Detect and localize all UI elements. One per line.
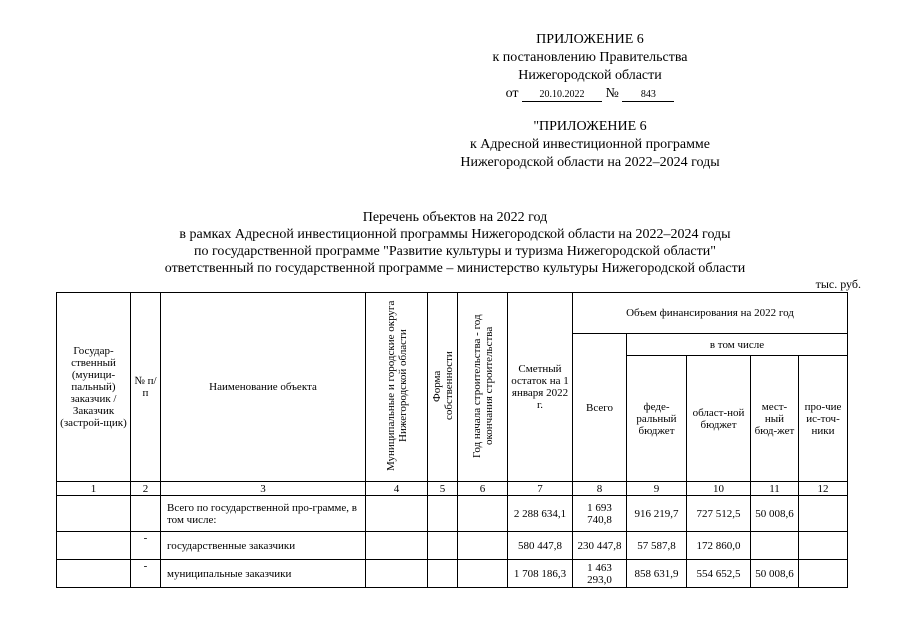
index-row [57,482,848,496]
index-cell: 9 [627,482,687,496]
annex-line2: к постановлению Правительства [492,50,688,65]
table-row [57,532,848,560]
title-line3: по государственной программе "Развитие культуры и туризма Нижегородской области" [194,244,716,259]
header-local: мест-ный бюд-жет [751,356,799,482]
cell-total: 1 693 740,8 [573,496,627,532]
cell-estimate: 2 288 634,1 [508,496,573,532]
number-value: 843 [622,89,674,102]
index-cell: 5 [428,482,458,496]
cell-years [458,532,508,560]
header-districts [366,293,428,482]
cell-federal: 916 219,7 [627,496,687,532]
header-districts-text: Муниципальные и городские округа Нижегородской области [384,300,409,471]
cell-years [458,560,508,588]
cell-num: - [131,560,161,588]
header-estimate: Сметный остаток на 1 января 2022 г. [508,293,573,482]
cell-total: 230 447,8 [573,532,627,560]
cell-regional: 727 512,5 [687,496,751,532]
table-row [57,496,848,532]
table-row [57,560,848,588]
header-customer: Государ-ственный (муници-пальный) заказчик / Заказчик (застрой-щик) [57,293,131,482]
annex-line3: Нижегородской области [518,68,662,83]
header-other: про-чие ис-точ-ники [799,356,848,482]
index-cell: 2 [131,482,161,496]
index-cell: 1 [57,482,131,496]
objects-table [56,292,848,588]
cell-regional: 172 860,0 [687,532,751,560]
cell-other [799,560,848,588]
title-line2: в рамках Адресной инвестиционной программы Нижегородской области на 2022–2024 годы [179,227,731,242]
cell-customer [57,496,131,532]
index-cell: 8 [573,482,627,496]
date-value: 20.10.2022 [522,89,602,102]
index-cell: 10 [687,482,751,496]
cell-federal: 858 631,9 [627,560,687,588]
date-number-line [440,85,740,103]
cell-total: 1 463 293,0 [573,560,627,588]
header-total: Всего [573,334,627,482]
annex2-line2: к Адресной инвестиционной программе [469,137,711,152]
header-incl: в том числе [627,334,848,356]
cell-district [366,532,428,560]
cell-local: 50 008,6 [751,496,799,532]
cell-district [366,560,428,588]
annex-title: ПРИЛОЖЕНИЕ 6 [536,32,644,47]
header-num: № п/п [131,293,161,482]
cell-other [799,496,848,532]
header-years [458,293,508,482]
cell-estimate: 1 708 186,3 [508,560,573,588]
header-ownership-text: Форма собственности [430,351,455,420]
title-line4: ответственный по государственной программе – министерство культуры Нижегородской области [164,261,746,276]
index-cell: 6 [458,482,508,496]
index-cell: 11 [751,482,799,496]
cell-district [366,496,428,532]
cell-federal: 57 587,8 [627,532,687,560]
cell-local [751,532,799,560]
cell-customer [57,560,131,588]
cell-years [458,496,508,532]
index-cell: 3 [161,482,366,496]
index-cell: 12 [799,482,848,496]
number-sign: № [605,86,619,101]
title-line1: Перечень объектов на 2022 год [362,210,548,225]
cell-num: - [131,532,161,560]
cell-name: муниципальные заказчики [161,560,366,588]
cell-name: Всего по государственной про-грамме, в том числе: [161,496,366,532]
header-years-text: Год начала строительства - год окончания строительства [470,313,495,458]
cell-name: государственные заказчики [161,532,366,560]
document-title [60,209,850,277]
annex2-line3: Нижегородской области на 2022–2024 годы [460,155,720,170]
cell-local: 50 008,6 [751,560,799,588]
cell-ownership [428,532,458,560]
header-name: Наименование объекта [161,293,366,482]
cell-customer [57,532,131,560]
cell-ownership [428,560,458,588]
units-label: тыс. руб. [815,277,861,291]
header-regional: област-ной бюджет [687,356,751,482]
cell-regional: 554 652,5 [687,560,751,588]
annex2-title: "ПРИЛОЖЕНИЕ 6 [533,119,647,134]
annex-header [440,31,740,103]
cell-other [799,532,848,560]
date-prefix: от [505,86,519,101]
annex2-header [440,118,740,172]
header-ownership [428,293,458,482]
index-cell: 7 [508,482,573,496]
index-cell: 4 [366,482,428,496]
cell-num [131,496,161,532]
header-financing: Объем финансирования на 2022 год [573,293,848,334]
header-federal: феде-ральный бюджет [627,356,687,482]
cell-estimate: 580 447,8 [508,532,573,560]
cell-ownership [428,496,458,532]
